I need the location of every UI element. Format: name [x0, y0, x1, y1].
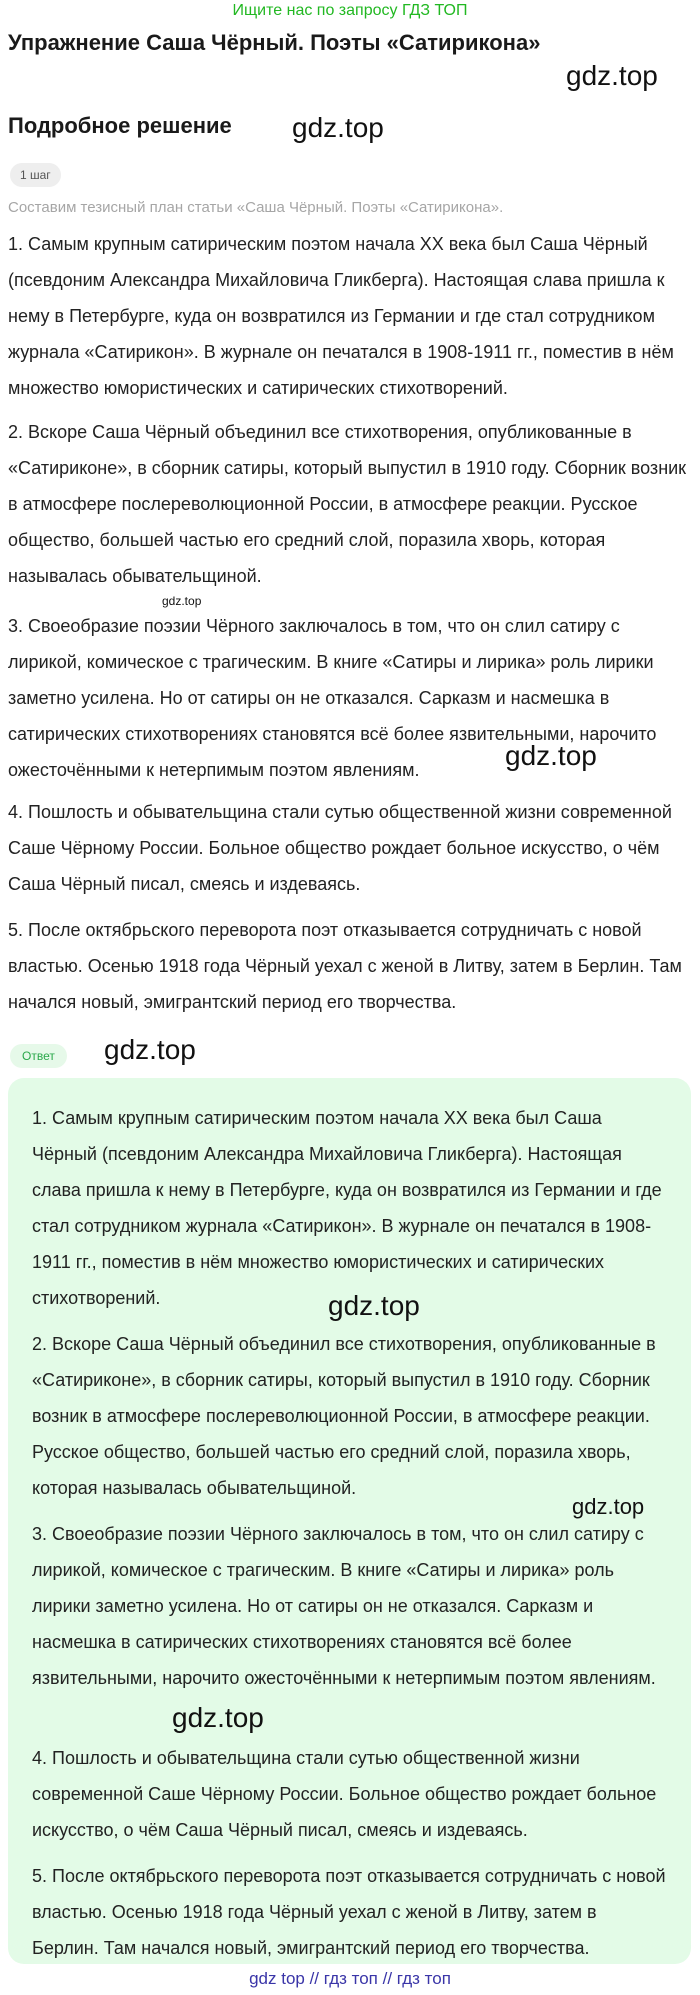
- watermark: gdz.top: [572, 1494, 645, 1519]
- solution-paragraph-1: 1. Самым крупным сатирическим поэтом начала XX века был Саша Чёрный (псевдоним Александра Михайловича Гликберга). Настоящая слава пришла к нему в Петербурге, куда он возвратился из Германии и где стал сотрудником журнала «Сатирикон». В журнале он печатался в 1908-1911 гг., поместив в нём множество юмористических и сатирических стихотворений.: [8, 234, 674, 398]
- answer-paragraph-4: 4. Пошлость и обывательщина стали сутью общественной жизни современной Саше Чёрному России. Больное общество рождает больное искусство, о чём Саша Чёрный писал, смеясь и издеваясь.: [32, 1748, 657, 1840]
- task-text: Составим тезисный план статьи «Саша Чёрный. Поэты «Сатирикона».: [8, 199, 504, 216]
- solution-paragraph-3: 3. Своеобразие поэзии Чёрного заключалось в том, что он слил сатиру с лирикой, комическое с трагическим. В книге «Сатиры и лирика» роль лирики заметно усилена. Но от сатиры он не отказался. Сарказм и насмешка в сатирических стихотворениях становятся всё более язвительными, нарочито ожесточёнными к нетерпимым поэтом явлениям.: [8, 616, 657, 780]
- page-title: Упражнение Саша Чёрный. Поэты «Сатирикона»: [8, 30, 541, 55]
- answer-paragraph-3: 3. Своеобразие поэзии Чёрного заключалось в том, что он слил сатиру с лирикой, комическое с трагическим. В книге «Сатиры и лирика» роль лирики заметно усилена. Но от сатиры он не отказался. Сарказм и насмешка в сатирических стихотворениях становятся всё более язвительными, нарочито ожесточёнными к нетерпимым поэтом явлениям.: [32, 1524, 656, 1688]
- top-banner-link[interactable]: Ищите нас по запросу ГДЗ ТОП: [232, 2, 468, 19]
- answer-badge: Ответ: [10, 1044, 67, 1068]
- solution-paragraph-4: 4. Пошлость и обывательщина стали сутью общественной жизни современной Саше Чёрному России. Больное общество рождает больное искусство, о чём Саша Чёрный писал, смеясь и издеваясь.: [8, 802, 672, 894]
- section-title: Подробное решение: [8, 113, 232, 138]
- answer-paragraph-1: 1. Самым крупным сатирическим поэтом начала XX века был Саша Чёрный (псевдоним Александра Михайловича Гликберга). Настоящая слава пришла к нему в Петербурге, куда он возвратился из Германии и где стал сотрудником журнала «Сатирикон». В журнале он печатался в 1908-1911 гг., поместив в нём множество юмористических и сатирических стихотворений.: [32, 1108, 662, 1308]
- solution-paragraph-5: 5. После октябрьского переворота поэт отказывается сотрудничать с новой властью. Осенью 1918 года Чёрный уехал с женой в Литву, затем в Берлин. Там начался новый, эмигрантский период его творчества.: [8, 920, 682, 1012]
- watermark: gdz.top: [505, 740, 597, 771]
- answer-paragraph-2: 2. Вскоре Саша Чёрный объединил все стихотворения, опубликованные в «Сатириконе», в сборник сатиры, который выпустил в 1910 году. Сборник возник в атмосфере послереволюционной России, в атмосфере реакции. Русское общество, большей частью его средний слой, поразила хворь, которая называлась обывательщиной.: [32, 1334, 656, 1498]
- watermark: gdz.top: [172, 1702, 264, 1733]
- watermark: gdz.top: [104, 1034, 196, 1065]
- answer-paragraph-5: 5. После октябрьского переворота поэт отказывается сотрудничать с новой властью. Осенью 1918 года Чёрный уехал с женой в Литву, затем в Берлин. Там начался новый, эмигрантский период его творчества.: [32, 1866, 666, 1958]
- solution-paragraph-2: 2. Вскоре Саша Чёрный объединил все стихотворения, опубликованные в «Сатириконе», в сборник сатиры, который выпустил в 1910 году. Сборник возник в атмосфере послереволюционной России, в атмосфере реакции. Русское общество, большей частью его средний слой, поразила хворь, которая называлась обывательщиной.: [8, 422, 687, 586]
- footer-links[interactable]: gdz top // гдз топ // гдз топ: [249, 1969, 451, 1988]
- watermark: gdz.top: [566, 60, 658, 91]
- watermark-small: gdz.top: [162, 594, 202, 608]
- watermark: gdz.top: [292, 112, 384, 143]
- watermark: gdz.top: [328, 1290, 420, 1321]
- step-badge: 1 шаг: [10, 163, 61, 187]
